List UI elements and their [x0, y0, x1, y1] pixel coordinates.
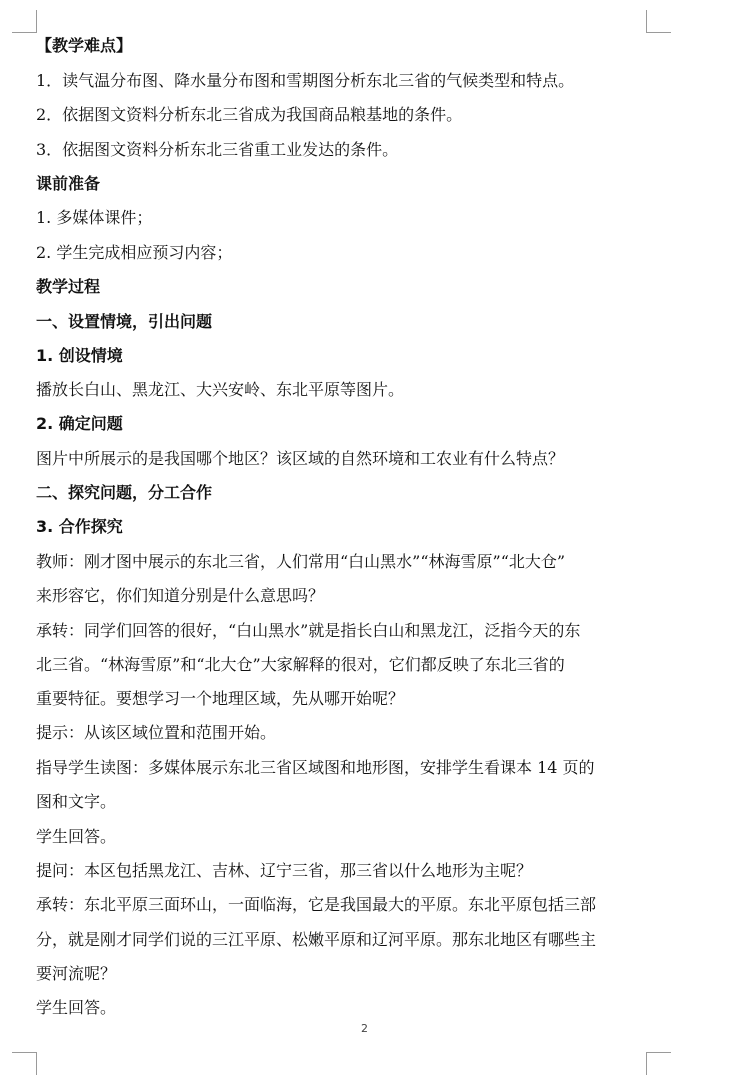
- corner-mark-bottom-right: [646, 1052, 671, 1075]
- text-line: 要河流呢？: [36, 964, 117, 983]
- heading-line: 3. 合作探究: [36, 517, 123, 536]
- text-line: 学生回答。: [36, 827, 117, 846]
- heading-line: 2. 确定问题: [36, 414, 123, 433]
- heading-line: 1. 创设情境: [36, 346, 123, 365]
- heading-line: 二、探究问题，分工合作: [36, 483, 213, 502]
- text-line: 图片中所展示的是我国哪个地区？该区域的自然环境和工农业有什么特点？: [36, 449, 565, 468]
- text-line: 学生回答。: [36, 998, 117, 1017]
- text-line: 指导学生读图：多媒体展示东北三省区域图和地形图，安排学生看课本 14 页的: [36, 758, 595, 777]
- corner-mark-top-right: [646, 10, 671, 33]
- text-line: 播放长白山、黑龙江、大兴安岭、东北平原等图片。: [36, 380, 405, 399]
- text-line: 提问：本区包括黑龙江、吉林、辽宁三省，那三省以什么地形为主呢？: [36, 861, 533, 880]
- text-line: 图和文字。: [36, 792, 117, 811]
- text-line: 3．依据图文资料分析东北三省重工业发达的条件。: [36, 140, 399, 159]
- text-line: 教师：刚才图中展示的东北三省，人们常用“白山黑水”“林海雪原”“北大仓”: [36, 552, 566, 571]
- text-line: 北三省。“林海雪原”和“北大仓”大家解释的很对，它们都反映了东北三省的: [36, 655, 565, 674]
- text-line: 1. 多媒体课件；: [36, 208, 153, 227]
- corner-mark-bottom-left: [12, 1052, 37, 1075]
- text-line: 2．依据图文资料分析东北三省成为我国商品粮基地的条件。: [36, 105, 463, 124]
- heading-line: 教学过程: [36, 277, 101, 296]
- text-line: 分，就是刚才同学们说的三江平原、松嫩平原和辽河平原。那东北地区有哪些主: [36, 930, 597, 949]
- page-number: 2: [361, 1022, 368, 1035]
- text-line: 重要特征。要想学习一个地理区域，先从哪开始呢？: [36, 689, 405, 708]
- heading-line: 课前准备: [36, 174, 101, 193]
- text-line: 1．读气温分布图、降水量分布图和雪期图分析东北三省的气候类型和特点。: [36, 71, 575, 90]
- heading-line: 【教学难点】: [36, 36, 133, 55]
- text-line: 2. 学生完成相应预习内容；: [36, 243, 233, 262]
- heading-line: 一、设置情境，引出问题: [36, 312, 213, 331]
- text-line: 提示：从该区域位置和范围开始。: [36, 723, 277, 742]
- text-line: 承转：东北平原三面环山，一面临海，它是我国最大的平原。东北平原包括三部: [36, 895, 597, 914]
- corner-mark-top-left: [12, 10, 37, 33]
- text-line: 承转：同学们回答的很好，“白山黑水”就是指长白山和黑龙江，泛指今天的东: [36, 621, 581, 640]
- text-line: 来形容它，你们知道分别是什么意思吗？: [36, 586, 325, 605]
